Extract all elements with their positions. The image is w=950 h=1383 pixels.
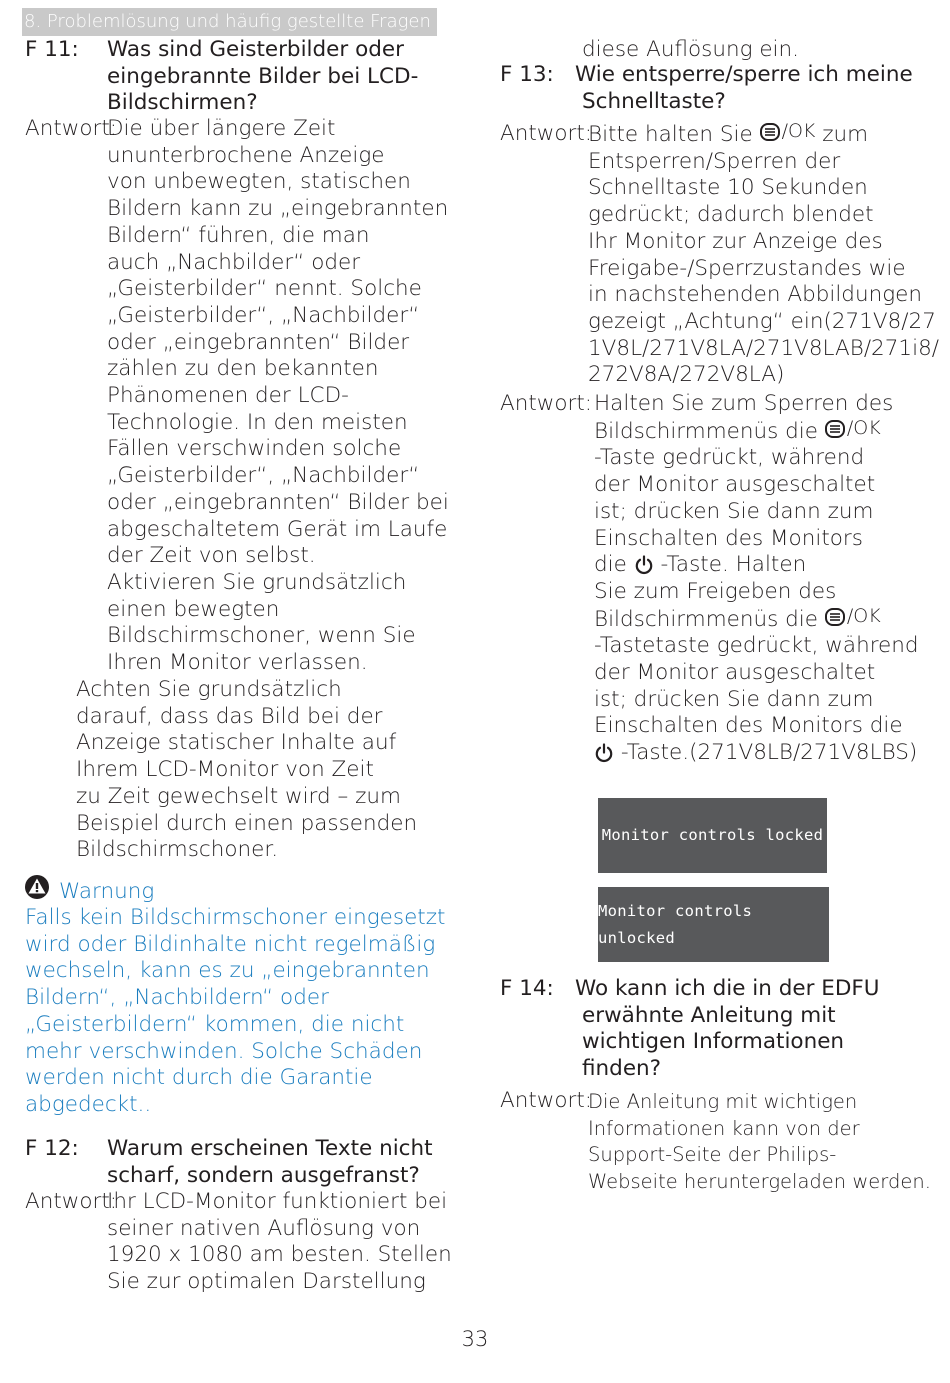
f11-answer-line: Die über längere Zeit [107, 116, 336, 141]
f14-question-line: wichtigen Informationen [582, 1029, 845, 1055]
f11-answer-line: Bildern“ führen, die man [107, 222, 370, 248]
f14-answer-line: Support-Seite der Philips- [588, 1143, 837, 1166]
menu-icon [825, 608, 845, 626]
menu-ok-button-icon [825, 606, 881, 626]
f12-label: F 12: [25, 1136, 79, 1161]
f14-question-line: finden? [582, 1056, 662, 1082]
f11-note [76, 677, 417, 864]
f14-answer [588, 1089, 931, 1195]
f13-question-line: Wie entsperre/sperre ich meine [575, 62, 913, 87]
warning-line: werden nicht durch die Garantie [25, 1065, 373, 1091]
f11-answer-line: Technologie. In den meisten [107, 409, 408, 435]
f11-answer-line: „Geisterbilder“ nennt. Solche [107, 276, 422, 302]
f13-answer-line: in nachstehenden Abbildungen [588, 282, 922, 308]
warning-line: „Geisterbildern“ kommen, die nicht [25, 1011, 405, 1037]
f13-answer2-line: Einschalten des Monitors die [594, 713, 903, 739]
f14-answer-label: Antwort: [500, 1088, 593, 1113]
f13-answer2-line: der Monitor ausgeschaltet [594, 660, 876, 686]
page-number: 33 [461, 1327, 489, 1351]
f14-question [575, 976, 880, 1083]
f13-answer2-text: -Taste. Halten [660, 552, 807, 578]
f11-answer-line: Phänomenen der LCD- [107, 383, 349, 409]
ok-icon-text: /OK [846, 416, 881, 439]
f13-answer2-text: die [594, 552, 627, 578]
f13-answer-line: Schnelltaste 10 Sekunden [588, 175, 868, 201]
f11-answer-line: Bildern kann zu „eingebrannten [107, 196, 449, 222]
f11-note-line: Anzeige statischer Inhalte auf [76, 730, 397, 756]
f11-label: F 11: [25, 37, 79, 62]
f13-answer-line: Ihr Monitor zur Anzeige des [588, 228, 883, 254]
f12-question [107, 1136, 433, 1189]
f13-answer-text: zum [822, 122, 869, 147]
f13-question [575, 62, 913, 115]
f13-answer-1 [588, 121, 939, 389]
f13-answer2-line: Sie zum Freigeben des [594, 578, 837, 604]
f13-answer2-text: Bildschirmmenüs die [594, 606, 819, 632]
ok-icon-text: /OK [846, 604, 881, 627]
f11-answer-line: zählen zu den bekannten [107, 356, 379, 382]
f13-answer-text: Bitte halten Sie [588, 122, 753, 147]
f13-answer2-line: -Taste gedrückt, während [594, 445, 865, 471]
f11-note-line: Achten Sie grundsätzlich [76, 677, 342, 702]
f11-answer-line: Bildschirmschoner, wenn Sie [107, 623, 416, 649]
menu-icon [825, 420, 845, 438]
f14-answer-line: Webseite heruntergeladen werden. [588, 1169, 931, 1193]
section-header: 8. Problemlösung und häufig gestellte Fragen [22, 8, 437, 36]
f11-note-line: Ihrem LCD-Monitor von Zeit [76, 757, 374, 783]
f12-question-line: scharf, sondern ausgefranst? [107, 1162, 420, 1188]
menu-ok-button-icon [825, 418, 881, 438]
f11-answer [107, 116, 449, 677]
f11-answer-line: der Zeit von selbst. [107, 543, 316, 569]
f11-answer-line: oder „eingebrannten“ Bilder [107, 329, 410, 355]
menu-ok-button-icon [760, 121, 816, 141]
warning-line: Falls kein Bildschirmschoner eingesetzt [25, 905, 446, 930]
menu-icon [760, 123, 780, 141]
power-icon [634, 555, 654, 575]
f13-answer-line [588, 121, 939, 149]
f13-answer2-text: -Taste.(271V8LB/271V8LBS) [620, 740, 918, 766]
f14-question-line: erwähnte Anleitung mit [582, 1002, 836, 1028]
f13-answer-line: 1V8L/271V8LA/271V8LAB/271i8/ [588, 335, 939, 361]
f13-answer2-line: der Monitor ausgeschaltet [594, 472, 876, 498]
f12-answer-line: Sie zur optimalen Darstellung [107, 1269, 426, 1295]
warning-icon [24, 874, 50, 900]
f11-note-line: Beispiel durch einen passenden [76, 810, 418, 836]
warning-title: Warnung [59, 879, 155, 904]
warning-line: Bildern“, „Nachbildern“ oder [25, 985, 329, 1011]
f13-answer2-label: Antwort: [500, 391, 593, 416]
f12-answer [107, 1189, 452, 1296]
f12-answer-continued: diese Auflösung ein. [582, 37, 799, 62]
f11-answer-line: von unbewegten, statischen [107, 169, 411, 195]
osd-locked-message: Monitor controls locked [598, 798, 827, 873]
f12-answer-line: Ihr LCD-Monitor funktioniert bei [107, 1189, 448, 1214]
f13-answer-line: 272V8A/272V8LA) [588, 362, 785, 388]
f11-note-line: darauf, dass das Bild bei der [76, 703, 383, 729]
f13-answer-line: Entsperren/Sperren der [588, 148, 841, 174]
f13-answer2-text: Bildschirmmenüs die [594, 418, 819, 444]
f13-answer2-line [594, 418, 919, 446]
f13-answer2-line: Einschalten des Monitors [594, 525, 863, 551]
f14-question-line: Wo kann ich die in der EDFU [575, 976, 880, 1001]
f11-answer-label: Antwort: [25, 116, 118, 141]
f13-answer2-line [594, 740, 919, 767]
f11-question-line: Was sind Geisterbilder oder [107, 37, 404, 62]
f13-answer2-line [594, 552, 919, 579]
f13-answer-label: Antwort: [500, 121, 593, 146]
f13-answer-line: Freigabe-/Sperrzustandes wie [588, 255, 906, 281]
ok-icon-text: /OK [781, 120, 816, 142]
f14-answer-line: Informationen kann von der [588, 1116, 860, 1140]
f13-question-line: Schnelltaste? [582, 88, 726, 114]
f11-answer-line: oder „eingebrannten“ Bilder bei [107, 489, 449, 515]
f11-question-line: eingebrannte Bilder bei LCD- [107, 63, 419, 89]
f12-answer-line: 1920 x 1080 am besten. Stellen [107, 1242, 452, 1268]
f11-question [107, 37, 418, 117]
f13-label: F 13: [500, 62, 554, 87]
f13-answer-line: gezeigt „Achtung“ ein(271V8/27 [588, 308, 936, 334]
f13-answer-2 [594, 391, 919, 767]
f12-answer-label: Antwort: [25, 1189, 118, 1214]
f11-answer-line: Fällen verschwinden solche [107, 436, 402, 462]
power-icon [594, 743, 614, 763]
warning-text [25, 905, 445, 1119]
f14-label: F 14: [500, 976, 554, 1001]
f11-note-line: zu Zeit gewechselt wird – zum [76, 783, 401, 809]
f11-answer-line: „Geisterbilder“, „Nachbilder“ [107, 463, 420, 489]
warning-line: abgedeckt.. [25, 1091, 152, 1117]
f13-answer2-line: ist; drücken Sie dann zum [594, 686, 874, 712]
f12-question-line: Warum erscheinen Texte nicht [107, 1136, 433, 1161]
osd-unlocked-message: Monitor controls unlocked [598, 887, 829, 962]
f11-note-line: Bildschirmschoner. [76, 837, 279, 863]
f13-answer2-line [594, 606, 919, 634]
warning-line: wird oder Bildinhalte nicht regelmäßig [25, 931, 436, 957]
warning-line: mehr verschwinden. Solche Schäden [25, 1038, 423, 1064]
f11-answer-line: auch „Nachbilder“ oder [107, 249, 361, 275]
f13-answer-line: gedrückt; dadurch blendet [588, 202, 874, 228]
f12-answer-line: seiner nativen Auflösung von [107, 1215, 421, 1241]
f13-answer2-line: -Tastetaste gedrückt, während [594, 633, 919, 659]
f11-answer-line: Ihren Monitor verlassen. [107, 650, 368, 676]
f11-question-line: Bildschirmen? [107, 90, 258, 116]
f11-answer-line: einen bewegten [107, 596, 280, 622]
f14-answer-line: Die Anleitung mit wichtigen [588, 1090, 858, 1113]
f11-answer-line: „Geisterbilder“, „Nachbilder“ [107, 302, 420, 328]
f13-answer2-line: ist; drücken Sie dann zum [594, 498, 874, 524]
f11-answer-line: ununterbrochene Anzeige [107, 142, 385, 168]
f13-answer2-line: Halten Sie zum Sperren des [594, 391, 894, 416]
f11-answer-line: Aktivieren Sie grundsätzlich [107, 569, 407, 595]
warning-line: wechseln, kann es zu „eingebrannten [25, 958, 430, 984]
f11-answer-line: abgeschaltetem Gerät im Laufe [107, 516, 448, 542]
